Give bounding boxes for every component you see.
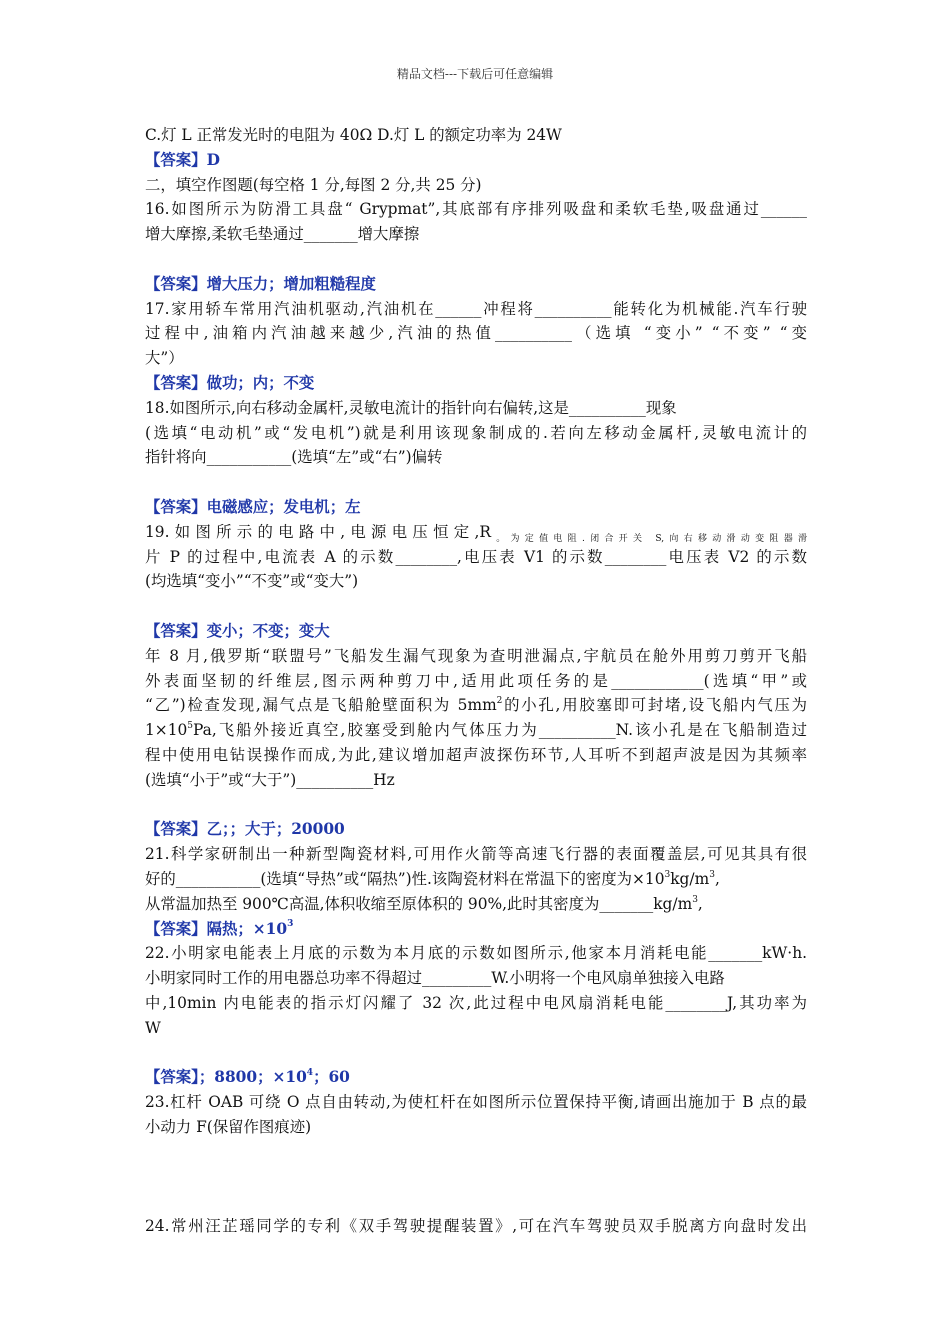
question-20-line-2: 外表面坚韧的纤维层,图示两种剪刀中,适用此项任务的是____________(选填“甲”或: [145, 671, 807, 690]
question-18-line-2: (选填“电动机”或“发电机”)就是利用该现象制成的.若向左移动金属杆,灵敏电流计的: [145, 423, 807, 442]
question-20-line-1: 年 8 月,俄罗斯“联盟号”飞船发生漏气现象为查明泄漏点,宇航员在舱外用剪刀剪开飞船: [145, 646, 807, 665]
question-19-line-2: 片 P 的过程中,电流表 A 的示数________,电压表 V1 的示数________电压表 V2 的示数: [145, 547, 807, 566]
question-16-line-1: 16.如图所示为防滑工具盘“ Grypmat”,其底部有序排列吸盘和柔软毛垫,吸盘通过______: [145, 200, 807, 219]
option-line: C.灯 L 正常发光时的电阻为 40Ω D.灯 L 的额定功率为 24W: [145, 126, 562, 144]
question-19-line-1: 19.如图所示的电路中,电源电压恒定$,R_{。为定值电阻.闭合开关 S,向右移动滑动变阻器滑}$: [145, 522, 807, 544]
question-21-line-1: 21.科学家研制出一种新型陶瓷材料,可用作火箭等高速飞行器的表面覆盖层,可见其具有很: [145, 845, 807, 864]
question-19-line-3: (均选填“变小”“不变”或“变大”): [145, 572, 359, 591]
answer-18: 【答案】电磁感应；发电机；左: [145, 497, 361, 516]
question-17-line-2: 过程中,油箱内汽油越来越少,汽油的热值__________（选填 “变小” “不变” “变: [145, 324, 807, 343]
question-22-line-3: 中,10min 内电能表的指示灯闪耀了 32 次,此过程中电风扇消耗电能________J,其功率为: [145, 993, 807, 1012]
answer-19: 【答案】变小；不变；变大: [145, 621, 330, 640]
page-header: 精品文档---下载后可任意编辑: [396, 67, 554, 81]
question-16-line-2: 增大摩擦,柔软毛垫通过_______增大摩擦: [145, 225, 420, 244]
question-22-line-4: W: [145, 1018, 161, 1037]
question-22-line-1: 22.小明家电能表上月底的示数为本月底的示数如图所示,他家本月消耗电能_______kW·h.: [145, 944, 807, 963]
question-17-line-3: 大”）: [145, 349, 184, 368]
answer-22: 【答案】；8800；$\times 10^4$；60: [145, 1068, 350, 1087]
answer-16: 【答案】增大压力；增加粗糙程度: [145, 274, 376, 293]
question-23-line-1: 23.杠杆 OAB 可绕 O 点自由转动,为使杠杆在如图所示位置保持平衡,请画出施加于 B 点的最: [145, 1093, 807, 1112]
question-20-line-5: 程中使用电钻误操作而成,为此,建议增加超声波探伤环节,人耳听不到超声波是因为其频率: [145, 745, 807, 764]
document-body: [145, 123, 807, 1239]
question-20-line-3: “乙”)检查发现,漏气点是飞船舱壁面积为 $5mm^2$的小孔,用胶塞即可封堵,设飞船内气压为: [145, 696, 807, 715]
question-18-line-1: 18.如图所示,向右移动金属杆,灵敏电流计的指针向右偏转,这是__________现象: [145, 398, 677, 417]
answer-20: 【答案】乙；；大于；20000: [145, 820, 345, 839]
question-22-line-2: 小明家同时工作的用电器总功率不得超过_________W.小明将一个电风扇单独接入电路: [145, 969, 725, 988]
question-21-line-2: 好的___________(选填“导热”或“隔热”)性.该陶瓷材料在常温下的密度为$\times 10^3kg/m^3$,: [145, 869, 720, 888]
question-24-line-1: 24.常州汪芷瑶同学的专利《双手驾驶提醒装置》,可在汽车驾驶员双手脱离方向盘时发出: [145, 1217, 807, 1236]
question-21-line-3: 从常温加热至 900℃高温,体积收缩至原体积的 90%,此时其密度为$\_\_\_\_\_\_\_kg/m^3$,: [145, 894, 703, 913]
answer-line: 【答案】D: [145, 150, 220, 169]
answer-21: 【答案】隔热；$\times 10^3$: [145, 919, 294, 938]
question-20-line-6: (选填“小于”或“大于”)__________Hz: [145, 770, 395, 789]
question-23-line-2: 小动力 F(保留作图痕迹): [145, 1117, 312, 1136]
question-17-line-1: 17.家用轿车常用汽油机驱动,汽油机在______冲程将__________能转化为机械能.汽车行驶: [145, 299, 807, 318]
section-heading: 二，填空作图题(每空格 1 分,每图 2 分,共 25 分): [145, 175, 482, 194]
answer-17: 【答案】做功；内；不变: [145, 373, 315, 392]
question-20-line-4: $1\times 10^5Pa$,飞船外接近真空,胶塞受到舱内气体压力为__________N.该小孔是在飞船制造过: [145, 721, 807, 740]
question-18-line-3: 指针将向___________(选填“左”或“右”)偏转: [145, 448, 443, 467]
